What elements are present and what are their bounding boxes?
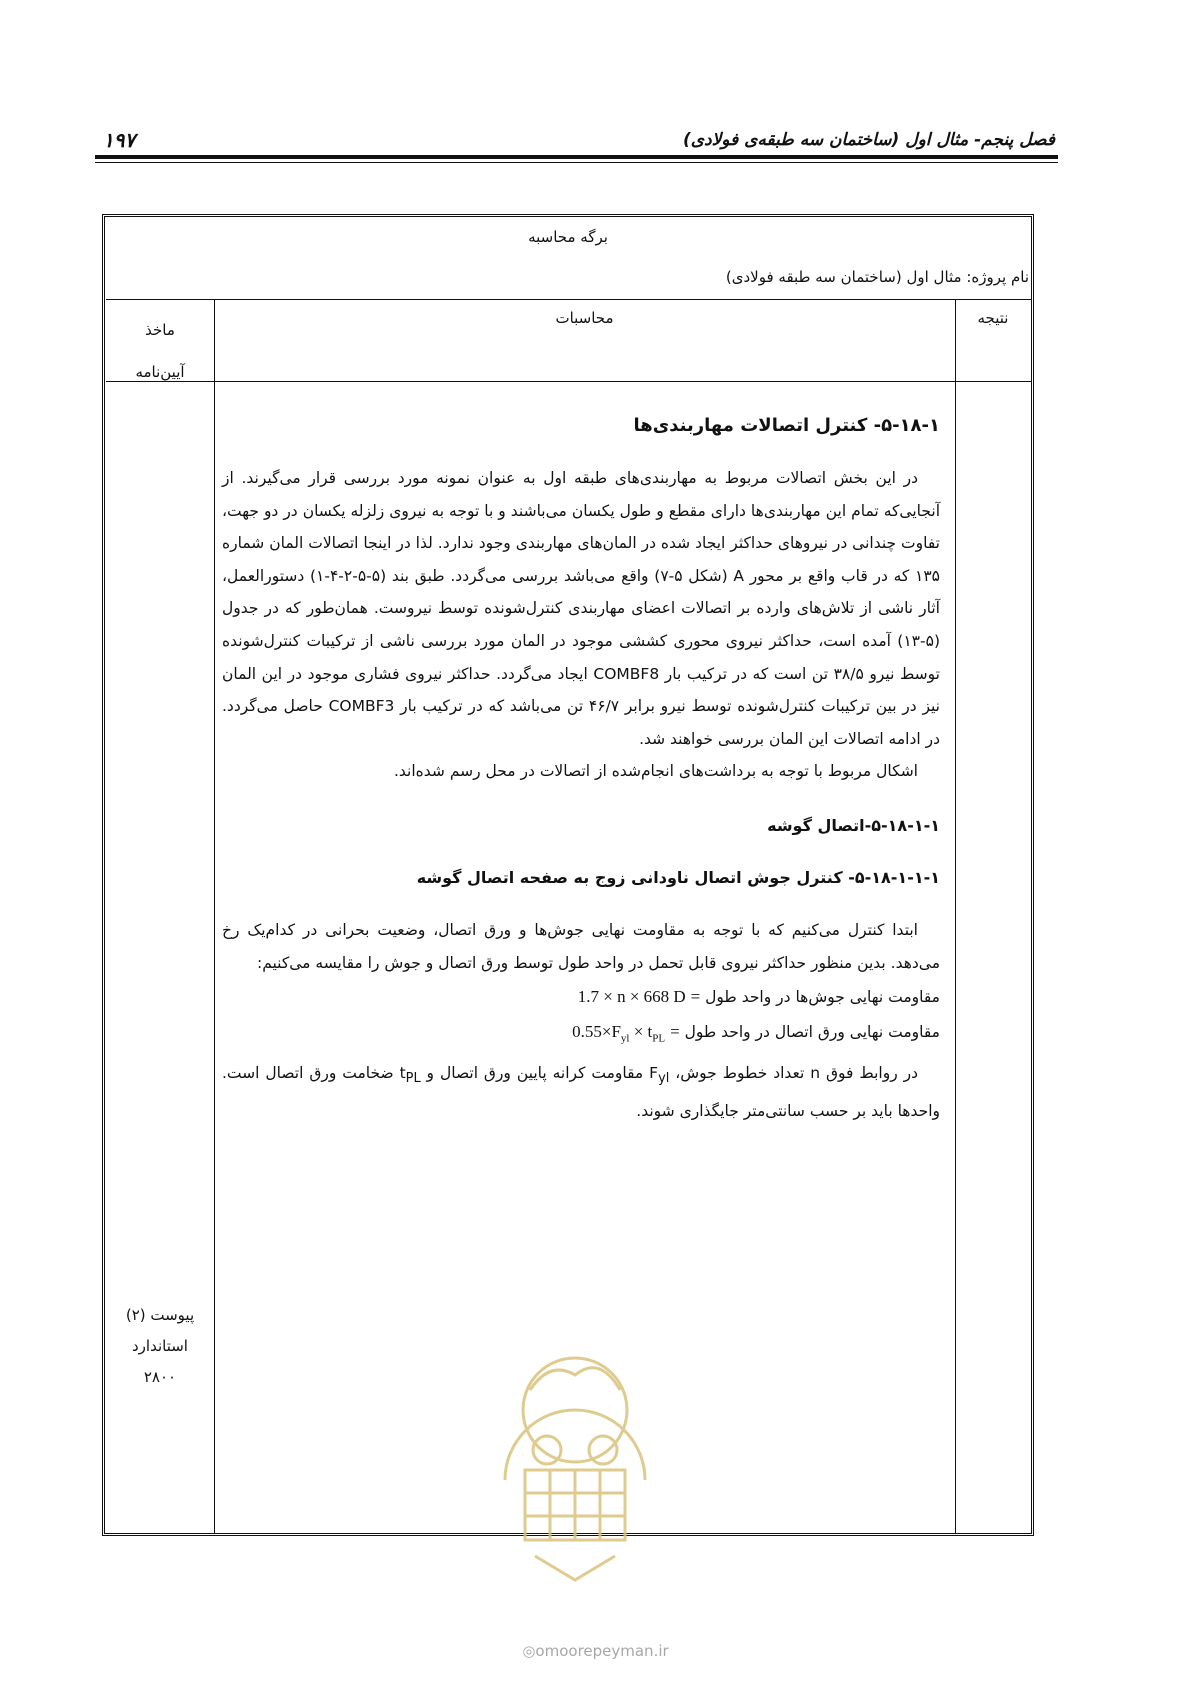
formula-plate-sub-pl: PL [652, 1032, 666, 1045]
formula-plate-mid: × t [629, 1021, 653, 1041]
paragraph-symbol-definitions [222, 1057, 940, 1128]
watermark-gear-left [533, 1436, 561, 1464]
formula-plate-strength [222, 1016, 940, 1055]
watermark-site-icon: ◎ [522, 1642, 536, 1660]
column-header-calculations: محاسبات [555, 309, 614, 327]
watermark-site-text: omoorepeyman.ir [535, 1642, 669, 1660]
table-body-divider [106, 381, 1031, 382]
symbols-sub-yl: yl [658, 1070, 670, 1086]
formula-plate-prefix: 0.55×F [572, 1021, 621, 1041]
watermark-site [0, 1642, 1191, 1660]
result-column-divider [955, 299, 956, 1533]
formula-plate-equals: = [670, 1021, 680, 1041]
symbols-part2: مقاومت کرانه پایین ورق اتصال و t [399, 1063, 650, 1082]
code-reference-line1: پیوست (۲) [125, 1306, 195, 1324]
column-header-result: نتیجه [977, 309, 1009, 327]
code-reference-note [106, 1300, 214, 1393]
section-heading-weld-check: ۵-۱۸-۱-۱-۱- کنترل جوش اتصال ناودانی زوج به صفحه اتصال گوشه [416, 867, 940, 887]
project-name: نام پروژه: مثال اول (ساختمان سه طبقه فولادی) [725, 268, 1029, 286]
header-rule-thick [95, 155, 1058, 159]
watermark-logo [475, 1320, 675, 1590]
formula-weld-strength [222, 981, 940, 1014]
formula-plate-label: مقاومت نهایی ورق اتصال در واحد طول [684, 1022, 940, 1041]
section-heading-gusset: ۵-۱۸-۱-۱-اتصال گوشه [767, 815, 940, 835]
sheet-title: برگه محاسبه [528, 228, 608, 246]
running-header [95, 128, 1055, 158]
table-header-divider [106, 299, 1031, 300]
column-header-source-line2: آیین‌نامه [135, 363, 185, 381]
watermark-gear-right [589, 1436, 617, 1464]
header-rule-thin [95, 162, 1058, 163]
paragraph-weld-intro: ابتدا کنترل می‌کنیم که با توجه به مقاومت نهایی جوش‌ها و ورق اتصال، وضعیت بحرانی در کدام‌یک رخ می‌دهد. بدین منظور حداکثر نیروی قابل تحمل در واحد طول توسط ورق اتصال و جوش را مقایسه می‌کنیم: [222, 920, 940, 972]
watermark-script-mark [530, 1368, 620, 1390]
formula-weld-equals: = [690, 987, 701, 1007]
paragraph-intro: در این بخش اتصالات مربوط به مهاربندی‌های طبقه اول به عنوان نمونه مورد بررسی قرار می‌گیرند. از آنجایی‌که تمام این مهاربندی‌ها دارای مقطع و طول یکسان می‌باشند و با توجه به نیروی زلزله یکسان در دو جهت، تفاوت چندانی در نیروهای حداکثر ایجاد شده در المان‌های مهاربندی وجود ندارد. لذا در اینجا اتصالات المان شماره ۱۳۵ که در قاب واقع بر محور A (شکل ۵-۷) واقع می‌باشد بررسی می‌گردد. طبق بند (۵-۵-۲-۴-۱) دستورالعمل، آثار ناشی از تلاش‌های وارده بر اتصالات اعضای مهاربندی کنترل‌شونده توسط نیروست. همان‌طور که در جدول (۵-۱۳) آمده است، حداکثر نیروی محوری کششی موجود در المان مورد بررسی ناشی از ترکیبات کنترل‌شونده توسط نیرو ۳۸/۵ تن است که در ترکیب بار COMBF8 ایجاد می‌گردد. حداکثر نیروی فشاری موجود در این المان نیز در بین ترکیبات کنترل‌شونده توسط نیرو برابر ۴۶/۷ تن می‌باشد که در ترکیب بار COMBF3 حاصل می‌گردد. در ادامه اتصالات این المان بررسی خواهند شد. [222, 469, 940, 748]
formula-weld-label: مقاومت نهایی جوش‌ها در واحد طول [705, 988, 940, 1007]
calculation-content [222, 410, 940, 1128]
formula-plate-sub-yl: yl [620, 1032, 630, 1045]
symbols-part1: در روابط فوق n تعداد خطوط جوش، F [649, 1063, 918, 1082]
symbols-sub-pl: PL [405, 1070, 421, 1086]
watermark-chevron [535, 1556, 615, 1580]
source-column-divider [214, 299, 215, 1533]
chapter-title: فصل پنجم- مثال اول (ساختمان سه طبقه‌ی فولادی) [682, 130, 1055, 150]
formula-plate-expression [572, 1021, 666, 1045]
paragraph-figures-note: اشکال مربوط با توجه به برداشت‌های انجام‌شده از اتصالات در محل رسم شده‌اند. [393, 762, 918, 781]
column-header-source-line1: ماخذ [145, 321, 175, 339]
code-reference-line3: ۲۸۰۰ [143, 1368, 177, 1386]
formula-weld-expression: 1.7 × n × 668 D [577, 987, 686, 1007]
page-number: ۱۹۷ [103, 128, 136, 152]
section-heading-brace-connections: ۵-۱۸-۱- کنترل اتصالات مهاربندی‌ها [633, 415, 940, 436]
symbols-part3: ضخامت ورق اتصال است. واحدها باید بر حسب سانتی‌متر جایگذاری شوند. [222, 1063, 940, 1121]
column-header-source [106, 309, 214, 393]
code-reference-line2: استاندارد [132, 1337, 188, 1355]
